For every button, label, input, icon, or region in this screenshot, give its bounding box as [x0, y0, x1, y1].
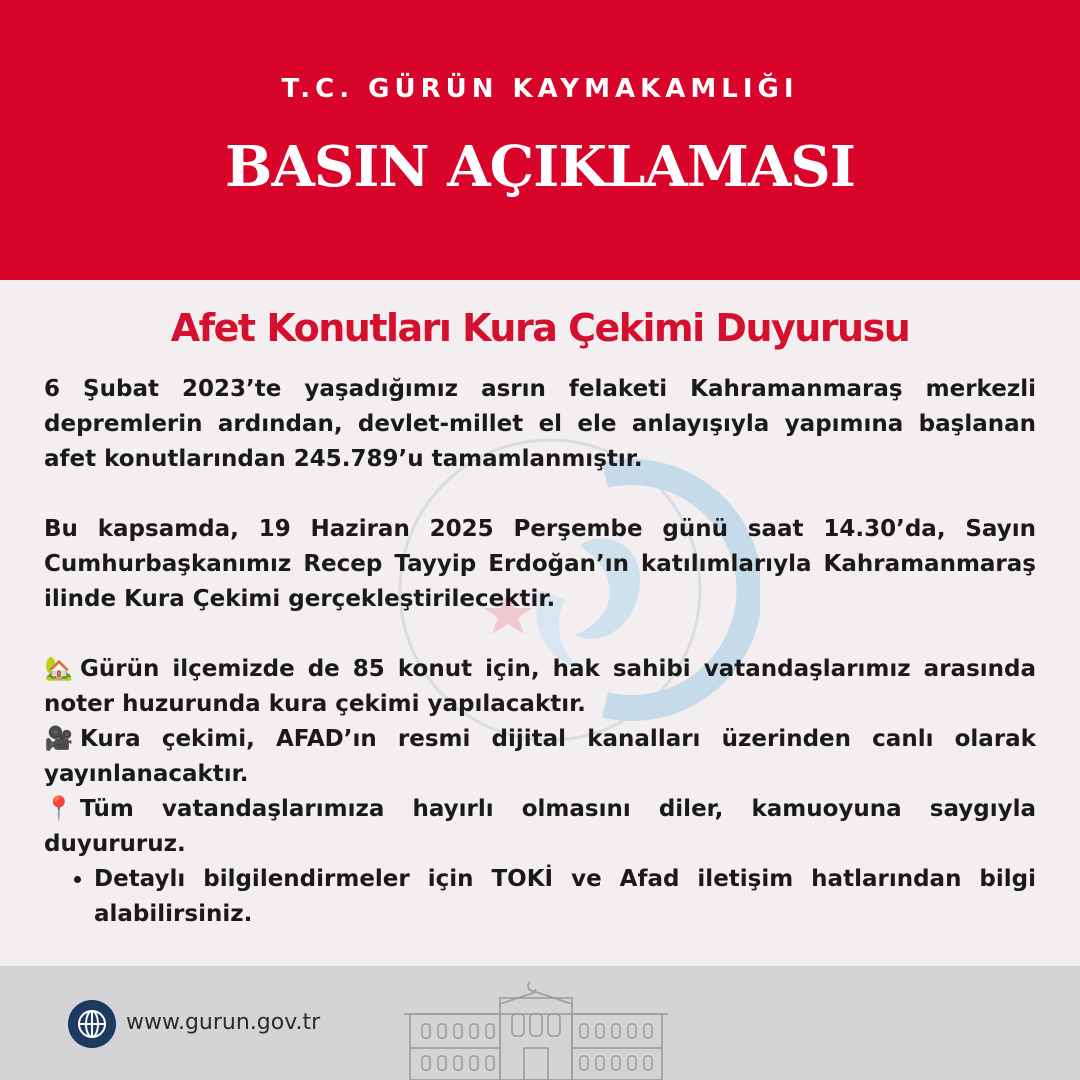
- list-item: [44, 792, 1036, 862]
- list-item: [44, 722, 1036, 792]
- paragraph: Bu kapsamda, 19 Haziran 2025 Perşembe günü saat 14.30’da, Sayın Cumhurbaşkanımız Recep Tayyip Erdoğan’ın katılımlarıyla Kahramanmaraş ilinde Kura Çekimi gerçekleştirilecektir.: [44, 516, 1036, 612]
- bullet-item: • Detaylı bilgilendirmeler için TOKİ ve Afad iletişim hatlarından bilgi alabilirsiniz.: [94, 862, 1036, 932]
- website-link[interactable]: www.gurun.gov.tr: [126, 1010, 321, 1035]
- pin-icon: 📍: [44, 796, 74, 822]
- doc-type-title: BASIN AÇIKLAMASI: [225, 134, 855, 200]
- list-item: [44, 652, 1036, 722]
- list-item-text: Kura çekimi, AFAD’ın resmi dijital kanalları üzerinden canlı olarak yayınlanacaktır.: [44, 726, 1036, 787]
- announcement-body: [44, 372, 1036, 932]
- globe-icon[interactable]: [68, 1000, 116, 1048]
- list-item-text: Gürün ilçemizde de 85 konut için, hak sahibi vatandaşlarımız arasında noter huzurunda kura çekimi yapılacaktır.: [44, 656, 1036, 717]
- footer: [0, 966, 1080, 1080]
- header-banner: [0, 0, 1080, 280]
- government-building-icon: [404, 974, 668, 1080]
- content-area: [0, 280, 1080, 966]
- list-item-text: Tüm vatandaşlarımıza hayırlı olmasını diler, kamuoyuna saygıyla duyururuz.: [44, 796, 1036, 857]
- paragraph: 6 Şubat 2023’te yaşadığımız asrın felaketi Kahramanmaraş merkezli depremlerin ardından, devlet-millet el ele anlayışıyla yapımına başlanan afet konutlarından 245.789’u tamamlanmıştır.: [44, 376, 1036, 472]
- bullet-list: [44, 862, 1036, 932]
- house-icon: 🏡: [44, 656, 74, 682]
- headline: Afet Konutları Kura Çekimi Duyurusu: [170, 306, 910, 350]
- camera-icon: 🎥: [44, 726, 74, 752]
- org-name: T.C. GÜRÜN KAYMAKAMLIĞI: [281, 74, 799, 104]
